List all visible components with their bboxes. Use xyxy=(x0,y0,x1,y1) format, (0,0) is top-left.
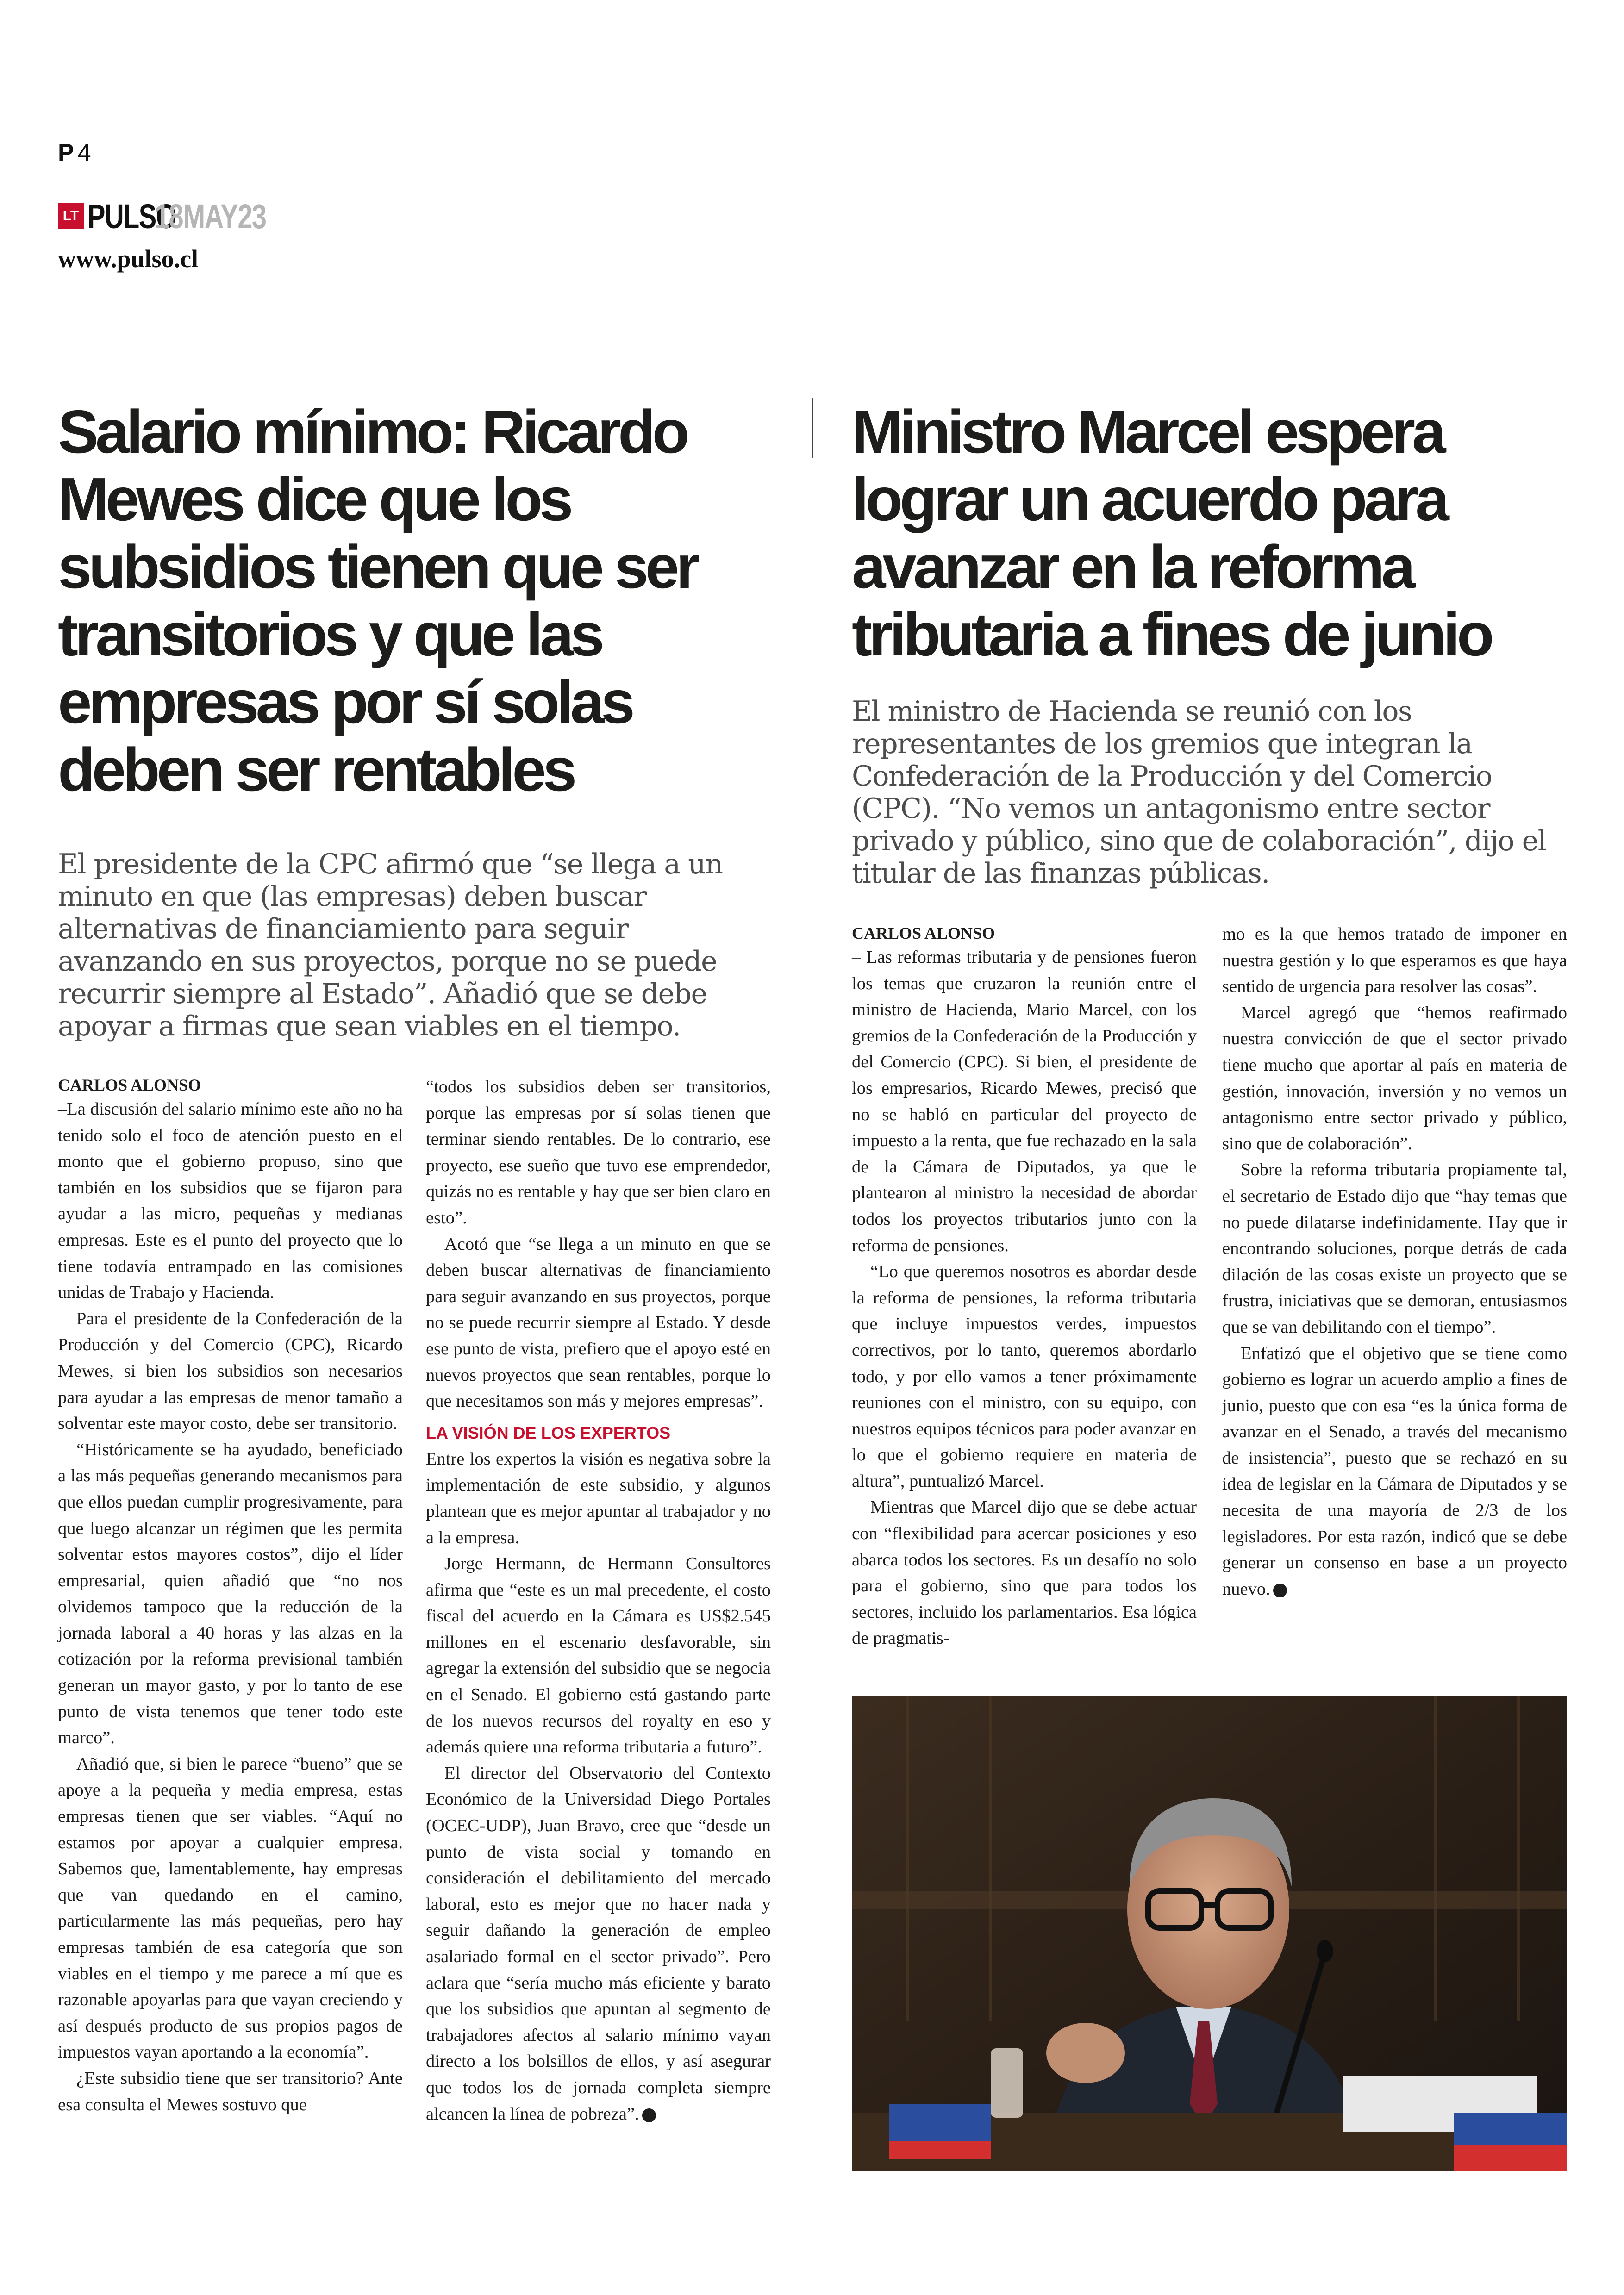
paragraph: “Lo que queremos nosotros es abordar desde la reforma de pensiones, la reforma tributaria que incluye impuestos verdes, impuestos correctivos, por lo tanto, queremos abordarlo todo, y por ello vamos a tener próximamente reuniones con el ministro, con su equipo, con nuestros equipos técnicos para poder avanzar en lo que el gobierno requiere en materia de altura”, puntualizó Marcel. xyxy=(852,1262,1197,1491)
paragraph: Marcel agregó que “hemos reafirmado nuestra convicción de que el sector privado tiene mucho que aportar al país en materia de gestión, innovación, inversión y no vemos un antagonismo entre sector privado y público, sino que de colaboración”. xyxy=(1222,1003,1567,1154)
paragraph: “Históricamente se ha ayudado, beneficiado a las más pequeñas generando mecanismos para que ellos puedan cumplir progresivamente, para que luego alcanzar un régimen que les permita solventar estos mayores costos”, dijo el líder empresarial, quien añadió que “no nos olvidemos tampoco que la reducción de la jornada laboral a 40 horas y las alzas en la cotización por la reforma previsional también generan un mayor gasto, y por lo tanto de ese punto de vista tenemos que tener todo este marco”. xyxy=(58,1440,403,1748)
paragraph: mo es la que hemos tratado de imponer en nuestra gestión y lo que esperamos es que haya sentido de urgencia para resolver las cosas”. xyxy=(1222,924,1567,997)
paragraph: Jorge Hermann, de Hermann Consultores afirma que “este es un mal precedente, el costo fiscal del acuerdo en la Cámara es US$2.545 millones en el escenario desfavorable, sin agregar la extensión del subsidio que se negocia en el Senado. El gobierno está gastando parte de los nuevos recursos del royalty en eso y además quiere una reforma tributaria a futuro”. xyxy=(426,1554,771,1757)
right-byline: CARLOS ALONSO xyxy=(852,924,995,942)
end-mark-icon: P xyxy=(642,2108,656,2122)
page-prefix: P xyxy=(58,139,74,166)
page-number-value: 4 xyxy=(77,139,91,166)
pulso-logo xyxy=(58,197,297,236)
page-number xyxy=(58,139,91,167)
article-photo xyxy=(852,1696,1567,2171)
left-headline: Salario mínimo: Ricardo Mewes dice que los subsidios tienen que ser transitorios y que las empresas por sí solas deben ser rentables xyxy=(58,398,697,804)
paragraph: Añadió que, si bien le parece “bueno” que se apoye a la pequeña y media empresa, estas empresas tienen que ser viables. “Aquí no estamos por apoyar a cualquier empresa. Sabemos que, lamentablemente, hay empresas que van quedando en el camino, particularmente las más pequeñas, pero hay empresas también de esa categoría que son viables en el tiempo y me parece a mí que es razonable apoyarlas para que vayan creciendo y así después producto de sus propios pagos de impuestos vayan aportando a la economía”. xyxy=(58,1754,403,2062)
right-column-2 xyxy=(1222,921,1567,1602)
left-column-2 xyxy=(426,1074,771,2127)
paragraph: – Las reformas tributaria y de pensiones fueron los temas que cruzaron la reunión entre el ministro de Hacienda, Mario Marcel, con los gremios de la Confederación de la Producción y del Comercio (CPC). Si bien, el presidente de los empresarios, Ricardo Mewes, precisó que no se habló en particular del proyecto de impuesto a la renta, que fue rechazado en la sala de la Cámara de Diputados, ya que le plantearon al ministro la necesidad de abordar todos los proyectos tributarios junto con la reforma de pensiones. xyxy=(852,948,1197,1255)
paragraph: Enfatizó que el objetivo que se tiene como gobierno es lograr un acuerdo amplio a fines de junio, puesto que con esa “es la única forma de avanzar en el Senado, a través del mecanismo de insistencia”, puesto que se rechazó en su idea de legislar en la Cámara de Diputados y se necesita de una mayoría de 2/3 de los legisladores. Por esta razón, indicó que se debe generar un consenso en base a un proyecto nuevo. P xyxy=(1222,1343,1567,1599)
section-subhead: LA VISIÓN DE LOS EXPERTOS xyxy=(426,1423,671,1442)
paragraph: El director del Observatorio del Contexto Económico de la Universidad Diego Portales (OCEC-UDP), Juan Bravo, cree que “desde un punto de vista social y tomando en consideración el debilitamiento del mercado laboral, esto es mejor que no hacer nada y seguir dañando la generación de empleo asalariado formal en el sector privado”. Pero aclara que “sería mucho más eficiente y barato que los subsidios que apuntan al segmento de trabajadores afectos al salario mínimo vayan directo a los bolsillos de ellos, y así asegurar que todos los de jornada completa siempre alcancen la línea de pobreza”. P xyxy=(426,1763,771,2124)
right-column-1 xyxy=(852,944,1197,1652)
left-column-1 xyxy=(58,1096,403,2118)
issue-date: 18MAY23 xyxy=(154,197,266,236)
paragraph: Mientras que Marcel dijo que se debe actuar con “flexibilidad para acercar posiciones y eso abarca todos los sectores. Es un desafío no solo para el gobierno, sino que para todos los sectores, incluido los parlamentarios. Esa lógica de pragmatis- xyxy=(852,1497,1197,1648)
right-deck: El ministro de Hacienda se reunió con los representantes de los gremios que integran la Confederación de la Producción y del Comercio (CPC). “No vemos un antagonismo entre sector privado y público, sino que de colaboración”, dijo el titular de las finanzas públicas. xyxy=(852,695,1546,890)
paragraph: Para el presidente de la Confederación de la Producción y del Comercio (CPC), Ricardo Mewes, si bien los subsidios son necesarios para ayudar a las empresas de menor tamaño a solventar este mayor costo, debe ser transitorio. xyxy=(58,1309,403,1434)
paragraph: Entre los expertos la visión es negativa sobre la implementación de este subsidio, y algunos plantean que es mejor apuntar al trabajador y no a la empresa. xyxy=(426,1449,771,1547)
left-byline: CARLOS ALONSO xyxy=(58,1076,201,1094)
paragraph: ¿Este subsidio tiene que ser transitorio? Ante esa consulta el Mewes sostuvo que xyxy=(58,2068,403,2114)
paragraph: Sobre la reforma tributaria propiamente tal, el secretario de Estado dijo que “hay temas que no puede dilatarse indefinidamente. Hay que ir encontrando soluciones, porque detrás de cada dilación de las cosas existe un proyecto que se frustra, iniciativas que se demoran, entusiasmos que se van debilitando con el tiempo”. xyxy=(1222,1160,1567,1337)
paragraph: Acotó que “se llega a un minuto en que se deben buscar alternativas de financiamiento para seguir avanzando en sus proyectos, porque no se puede recurrir siempre al Estado. Y desde ese punto de vista, prefiero que el apoyo esté en nuevos proyectos que sean rentables, porque lo que necesitamos son más y mejores empresas”. xyxy=(426,1234,771,1411)
site-url[interactable]: www.pulso.cl xyxy=(58,245,199,273)
right-headline: Ministro Marcel espera lograr un acuerdo para avanzar en la reforma tributaria a fines de junio xyxy=(852,398,1491,668)
column-divider xyxy=(812,398,813,458)
lt-logo-icon: LT xyxy=(58,203,84,229)
paragraph: “todos los subsidios deben ser transitorios, porque las empresas por sí solas tienen que terminar siendo rentables. De lo contrario, ese proyecto, ese sueño que tuvo ese emprendedor, quizás no es rentable y hay que ser bien claro en esto”. xyxy=(426,1077,771,1228)
brand-name: PULSO xyxy=(87,197,176,236)
paragraph: –La discusión del salario mínimo este año no ha tenido solo el foco de atención puesto en el monto que el gobierno propuso, sino que también en los subsidios que se fijaron para ayudar a las micro, pequeñas y medianas empresas. Este es el punto del proyecto que lo tiene todavía entrampado en las comisiones unidas de Trabajo y Hacienda. xyxy=(58,1099,403,1303)
end-mark-icon: P xyxy=(1273,1584,1287,1597)
left-deck: El presidente de la CPC afirmó que “se llega a un minuto en que (las empresas) deben buscar alternativas de financiamiento para seguir avanzando en sus proyectos, porque no se puede recurrir siempre al Estado”. Añadió que se debe apoyar a firmas que sean viables en el tiempo. xyxy=(58,848,723,1042)
minister-photo-illustration xyxy=(852,1696,1567,2171)
